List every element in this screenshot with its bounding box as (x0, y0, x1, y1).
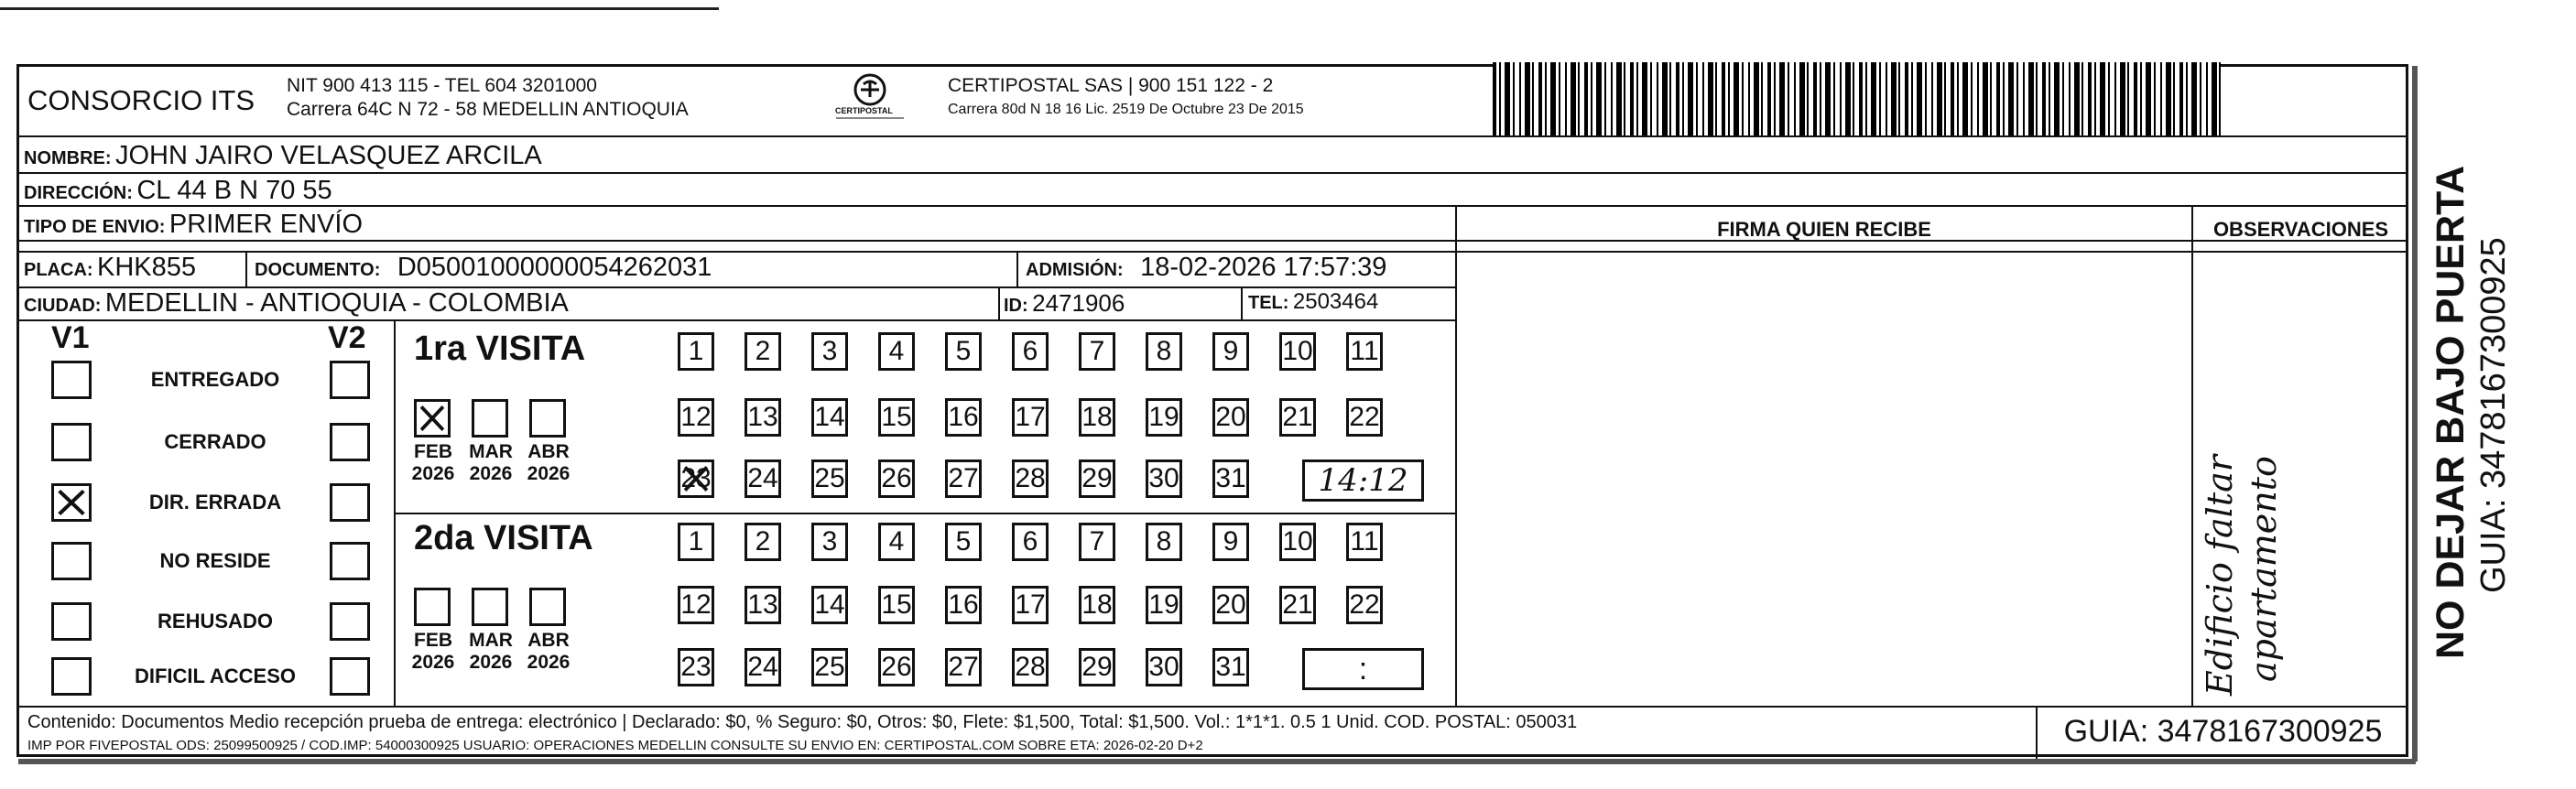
day-box[interactable]: 10 (1279, 332, 1316, 371)
month-year: 2026 (527, 652, 571, 673)
day-box[interactable]: 8 (1146, 332, 1182, 371)
day-box[interactable]: 11 (1346, 332, 1383, 371)
day-box[interactable]: 24 (745, 459, 781, 498)
day-box[interactable]: 2 (745, 523, 781, 561)
day-box[interactable]: 3 (811, 332, 848, 371)
ciudad-value: MEDELLIN - ANTIOQUIA - COLOMBIA (104, 288, 569, 318)
placa-divider (245, 251, 247, 286)
documento-value: D05001000000054262031 (397, 253, 712, 282)
v2-label: V2 (328, 320, 366, 355)
day-box[interactable]: 21 (1279, 586, 1316, 624)
firma-label: FIRMA QUIEN RECIBE (1717, 218, 1931, 241)
v2-checkbox[interactable] (330, 361, 370, 399)
status-visits-divider (394, 319, 396, 706)
tel-value: 2503464 (1292, 289, 1379, 314)
day-box[interactable]: 7 (1079, 523, 1115, 561)
v2-checkbox[interactable] (330, 657, 370, 696)
logo-text: CERTIPOSTAL (835, 106, 893, 115)
day-box[interactable]: 12 (678, 586, 714, 624)
day-box[interactable]: 7 (1079, 332, 1115, 371)
day-box[interactable]: 18 (1079, 398, 1115, 437)
day-box[interactable]: 19 (1146, 398, 1182, 437)
day-box[interactable]: 20 (1212, 586, 1249, 624)
day-box[interactable]: 30 (1146, 459, 1182, 498)
v1-checkbox[interactable] (51, 361, 92, 399)
day-box[interactable]: 6 (1012, 332, 1049, 371)
day-box[interactable]: 26 (878, 648, 915, 686)
v2-checkbox[interactable] (330, 483, 370, 522)
tipo-value: PRIMER ENVÍO (168, 210, 364, 239)
day-box[interactable]: 15 (878, 398, 915, 437)
day-box[interactable]: 25 (811, 648, 848, 686)
day-box[interactable]: 22 (1346, 586, 1383, 624)
nombre-value: JOHN JAIRO VELASQUEZ ARCILA (115, 141, 542, 170)
v2-checkbox[interactable] (330, 602, 370, 641)
row-divider-6 (18, 319, 1456, 321)
visit-time-box[interactable]: : (1302, 648, 1424, 690)
v1-label: V1 (51, 320, 90, 355)
footer-divider (18, 706, 2408, 708)
visit-title: 1ra VISITA (414, 330, 586, 368)
v1-checkbox[interactable] (51, 483, 92, 522)
day-box[interactable]: 29 (1079, 648, 1115, 686)
ciudad-label: CIUDAD: (24, 296, 102, 316)
courier-line1: CERTIPOSTAL SAS | 900 151 122 - 2 (948, 75, 1274, 96)
day-box[interactable]: 6 (1012, 523, 1049, 561)
top-rule (0, 7, 719, 10)
header-divider (18, 135, 2408, 137)
day-box[interactable]: 3 (811, 523, 848, 561)
month-checkbox[interactable] (529, 588, 566, 626)
day-box[interactable]: 8 (1146, 523, 1182, 561)
footer-line1: Contenido: Documentos Medio recepción prueba de entrega: electrónico | Declarado: $0, % Seguro: $0, Otros: $0, Flete: $1,500, Total: $1,500. Vol.: 1*1*1. 0.5 1 Unid. COD. POSTAL: 050031 (27, 712, 1578, 732)
day-box[interactable]: 27 (945, 648, 982, 686)
v1-checkbox[interactable] (51, 542, 92, 580)
day-box[interactable]: 18 (1079, 586, 1115, 624)
day-box[interactable]: 21 (1279, 398, 1316, 437)
day-box[interactable]: 20 (1212, 398, 1249, 437)
documento-label: DOCUMENTO: (255, 260, 381, 280)
month-year: 2026 (411, 463, 455, 484)
row-divider-1 (18, 172, 2408, 174)
day-box[interactable]: 13 (745, 398, 781, 437)
signature-left-border (1455, 205, 1457, 706)
v1-checkbox[interactable] (51, 657, 92, 696)
day-box[interactable]: 17 (1012, 586, 1049, 624)
sender-name: CONSORCIO ITS (27, 84, 255, 116)
admision-divider (1016, 251, 1018, 286)
tipo-label: TIPO DE ENVIO: (24, 217, 166, 237)
day-box[interactable]: 25 (811, 459, 848, 498)
day-box[interactable]: 31 (1212, 648, 1249, 686)
admision-label: ADMISIÓN: (1026, 260, 1124, 280)
nombre-label: NOMBRE: (24, 148, 112, 168)
observaciones-left-border (2191, 205, 2193, 706)
id-divider (998, 286, 1000, 319)
v2-checkbox[interactable] (330, 542, 370, 580)
month-checkbox[interactable] (414, 588, 451, 626)
admision-value: 18-02-2026 17:57:39 (1140, 253, 1387, 282)
id-label: ID: (1004, 296, 1028, 316)
row-divider-2 (18, 205, 2408, 207)
month-year: 2026 (527, 463, 571, 484)
day-box[interactable]: 23 (678, 459, 714, 498)
day-box[interactable]: 14 (811, 398, 848, 437)
day-box[interactable]: 23 (678, 648, 714, 686)
status-label: REHUSADO (158, 610, 273, 632)
day-box[interactable]: 10 (1279, 523, 1316, 561)
v1-checkbox[interactable] (51, 602, 92, 641)
month-year: 2026 (411, 652, 455, 673)
visit-divider (394, 513, 1456, 514)
day-box[interactable]: 17 (1012, 398, 1049, 437)
month-label: ABR (527, 441, 570, 462)
month-year: 2026 (469, 652, 513, 673)
visit-time-box[interactable]: 14:12 (1302, 459, 1424, 502)
day-box[interactable]: 9 (1212, 332, 1249, 371)
sender-line1: NIT 900 413 115 - TEL 604 3201000 (287, 75, 597, 96)
day-box[interactable]: 22 (1346, 398, 1383, 437)
day-box[interactable]: 19 (1146, 586, 1182, 624)
status-label: DIR. ERRADA (148, 491, 282, 513)
status-label: ENTREGADO (150, 368, 280, 391)
frame-shadow-bottom (18, 759, 2416, 764)
placa-label: PLACA: (24, 260, 93, 280)
frame-shadow-right (2412, 66, 2418, 762)
month-checkbox[interactable] (414, 399, 451, 438)
month-checkbox[interactable] (529, 399, 566, 438)
day-box[interactable]: 14 (811, 586, 848, 624)
day-box[interactable]: 24 (745, 648, 781, 686)
id-value: 2471906 (1032, 289, 1125, 317)
courier-line2: Carrera 80d N 18 16 Lic. 2519 De Octubre 23 De 2015 (948, 102, 1304, 117)
side-guia: GUIA: 3478167300925 (2474, 237, 2513, 593)
day-box[interactable]: 27 (945, 459, 982, 498)
observation-line1: Edificio faltar (2200, 455, 2240, 696)
month-year: 2026 (469, 463, 513, 484)
status-label: NO RESIDE (159, 549, 271, 572)
day-box[interactable]: 26 (878, 459, 915, 498)
month-label: ABR (527, 630, 570, 651)
observation-line2: apartamento (2244, 456, 2284, 682)
day-box[interactable]: 16 (945, 586, 982, 624)
status-label: DIFICIL ACCESO (134, 665, 296, 687)
day-box[interactable]: 28 (1012, 648, 1049, 686)
month-label: MAR (469, 630, 513, 651)
certipostal-logo (829, 70, 911, 128)
day-box[interactable]: 11 (1346, 523, 1383, 561)
day-box[interactable]: 13 (745, 586, 781, 624)
v1-checkbox[interactable] (51, 423, 92, 461)
month-label: MAR (469, 441, 513, 462)
month-label: FEB (414, 630, 452, 651)
day-box[interactable]: 1 (678, 523, 714, 561)
no-dejar-bajo-puerta: NO DEJAR BAJO PUERTA (2429, 165, 2473, 659)
sender-line2: Carrera 64C N 72 - 58 MEDELLIN ANTIOQUIA (287, 99, 689, 120)
day-box[interactable]: 9 (1212, 523, 1249, 561)
v2-checkbox[interactable] (330, 423, 370, 461)
observaciones-label: OBSERVACIONES (2212, 218, 2389, 241)
month-checkbox[interactable] (472, 588, 508, 626)
tel-label: TEL: (1248, 293, 1289, 313)
day-box[interactable]: 12 (678, 398, 714, 437)
day-box[interactable]: 16 (945, 398, 982, 437)
day-box[interactable]: 29 (1079, 459, 1115, 498)
day-box[interactable]: 30 (1146, 648, 1182, 686)
day-box[interactable]: 2 (745, 332, 781, 371)
barcode (1493, 62, 2221, 135)
tel-divider (1241, 286, 1243, 319)
status-label: CERRADO (164, 430, 266, 453)
month-label: FEB (414, 441, 452, 462)
day-box[interactable]: 1 (678, 332, 714, 371)
day-box[interactable]: 4 (878, 523, 915, 561)
day-box[interactable]: 4 (878, 332, 915, 371)
direccion-label: DIRECCIÓN: (24, 183, 133, 203)
direccion-value: CL 44 B N 70 55 (136, 176, 332, 205)
day-box[interactable]: 15 (878, 586, 915, 624)
month-checkbox[interactable] (472, 399, 508, 438)
visit-title: 2da VISITA (414, 519, 593, 557)
day-box[interactable]: 5 (945, 523, 982, 561)
day-box[interactable]: 31 (1212, 459, 1249, 498)
footer-line2: IMP POR FIVEPOSTAL ODS: 25099500925 / COD.IMP: 54000300925 USUARIO: OPERACIONES MEDELLIN CONSULTE SU ENVIO EN: CERTIPOSTAL.COM SOBRE ETA: 2026-02-20 D+2 (27, 738, 1203, 753)
placa-value: KHK855 (97, 253, 197, 282)
day-box[interactable]: 28 (1012, 459, 1049, 498)
day-box[interactable]: 5 (945, 332, 982, 371)
footer-guia: GUIA: 3478167300925 (2063, 714, 2383, 749)
